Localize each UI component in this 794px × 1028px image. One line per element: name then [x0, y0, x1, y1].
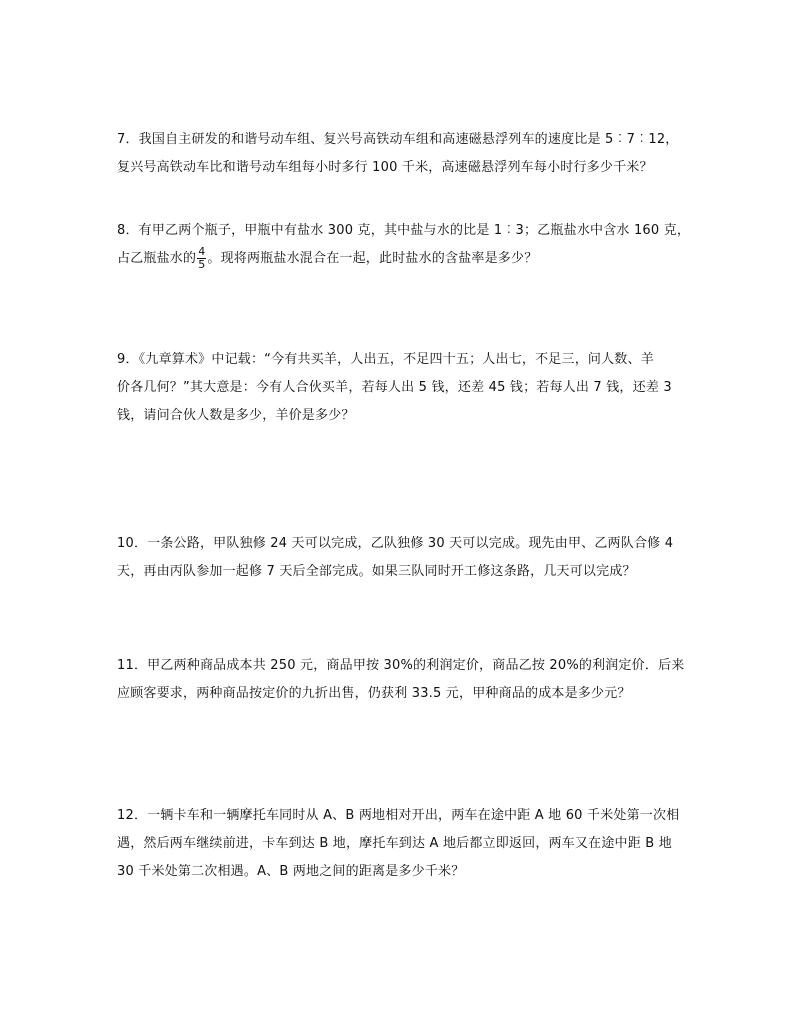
problem-8-line-1: 8．有甲乙两个瓶子，甲瓶中有盐水 300 克，其中盐与水的比是 1︰3；乙瓶盐水中含水 160 克， — [117, 223, 691, 238]
problem-7-line-1: 7．我国自主研发的和谐号动车组、复兴号高铁动车组和高速磁悬浮列车的速度比是 5︰7︰12， — [117, 132, 679, 147]
fraction-numerator: 4 — [198, 245, 206, 258]
problem-10-line-2: 天，再由丙队参加一起修 7 天后全部完成。如果三队同时开工修这条路，几天可以完成？ — [117, 564, 636, 579]
problem-7 — [117, 126, 699, 182]
problem-8-line-2 — [117, 245, 699, 273]
problem-8 — [117, 217, 699, 273]
problem-12 — [117, 802, 699, 886]
problem-10-line-1: 10．一条公路，甲队独修 24 天可以完成，乙队独修 30 天可以完成。现先由甲、乙两队合修 4 — [117, 536, 674, 551]
problem-9-line-3: 钱，请问合伙人数是多少，羊价是多少？ — [117, 408, 355, 423]
problem-9 — [117, 346, 699, 430]
problem-9-line-1: 9．《九章算术》中记载：“今有共买羊，人出五，不足四十五；人出七，不足三，问人数、羊 — [117, 352, 654, 367]
problem-9-line-2: 价各几何？”其大意是：今有人合伙买羊，若每人出 5 钱，还差 45 钱；若每人出 7 钱，还差 3 — [117, 380, 672, 395]
problem-11 — [117, 652, 699, 708]
fraction-denominator: 5 — [198, 258, 206, 271]
problem-8-line-2-before: 占乙瓶盐水的 — [117, 251, 197, 266]
fraction-four-fifths — [197, 246, 206, 271]
problem-7-line-2: 复兴号高铁动车比和谐号动车组每小时多行 100 千米，高速磁悬浮列车每小时行多少千米？ — [117, 160, 653, 175]
problem-11-line-2: 应顾客要求，两种商品按定价的九折出售，仍获利 33.5 元，甲种商品的成本是多少元？ — [117, 686, 631, 701]
problem-10 — [117, 530, 699, 586]
problem-12-line-1: 12．一辆卡车和一辆摩托车同时从 A、B 两地相对开出，两车在途中距 A 地 60 千米处第一次相 — [117, 808, 680, 823]
problem-11-line-1: 11．甲乙两种商品成本共 250 元，商品甲按 30%的利润定价，商品乙按 20%的利润定价．后来 — [117, 658, 685, 673]
problem-12-line-3: 30 千米处第二次相遇。A、B 两地之间的距离是多少千米？ — [117, 864, 465, 879]
problem-8-line-2-after: 。现将两瓶盐水混合在一起，此时盐水的含盐率是多少？ — [207, 251, 538, 266]
problem-12-line-2: 遇，然后两车继续前进，卡车到达 B 地，摩托车到达 A 地后都立即返回，两车又在途中距 B 地 — [117, 836, 672, 851]
